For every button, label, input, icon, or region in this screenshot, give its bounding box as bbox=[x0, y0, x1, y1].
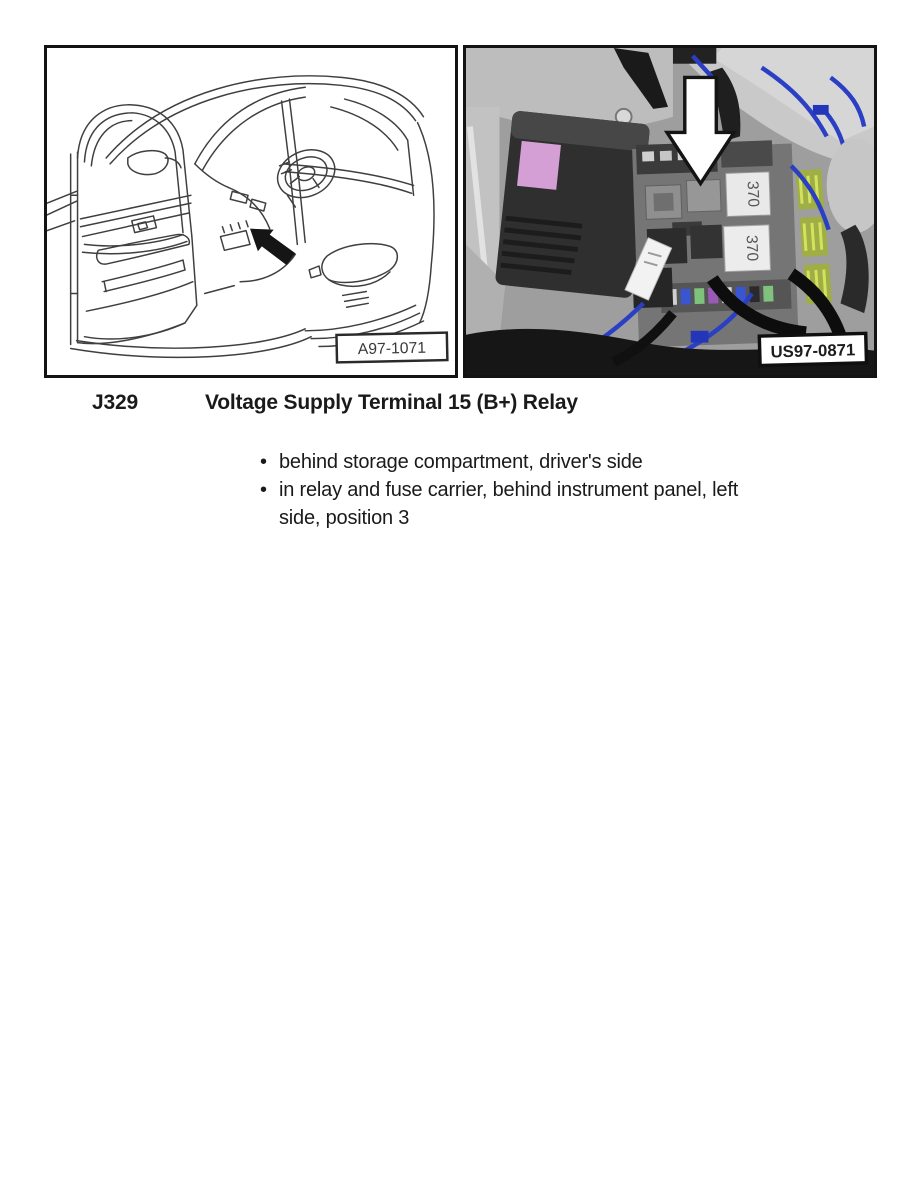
bullet-icon: • bbox=[260, 479, 267, 501]
relay-370-top bbox=[726, 172, 771, 217]
bullet-text-1: behind storage compartment, driver's side bbox=[279, 451, 643, 473]
relay-370-bottom-label: 370 bbox=[742, 234, 761, 262]
component-heading bbox=[0, 391, 918, 421]
figure-relay-carrier-photo bbox=[463, 45, 877, 378]
figure-label-right-text: US97-0871 bbox=[770, 340, 856, 362]
car-line-drawing bbox=[47, 48, 455, 375]
relay-box bbox=[220, 221, 250, 250]
component-name: Voltage Supply Terminal 15 (B+) Relay bbox=[205, 391, 578, 414]
figure-label-left-text: A97-1071 bbox=[357, 339, 427, 359]
figures-row bbox=[44, 45, 877, 378]
location-bullet-list bbox=[260, 448, 772, 532]
location-arrow-icon bbox=[250, 229, 295, 265]
side-mirror bbox=[128, 151, 181, 175]
figure-label-right bbox=[759, 333, 866, 365]
seat bbox=[309, 244, 397, 308]
relay-location-marker bbox=[220, 221, 295, 265]
relay-370-top-label: 370 bbox=[743, 180, 762, 208]
bullet-text-2: in relay and fuse carrier, behind instrument panel, left side, position 3 bbox=[279, 479, 739, 529]
component-code: J329 bbox=[92, 391, 138, 414]
relay-carrier-photo bbox=[466, 48, 874, 375]
list-item bbox=[260, 448, 772, 476]
figure-label-left bbox=[336, 333, 447, 363]
pink-label bbox=[517, 141, 561, 190]
relay-370-bottom bbox=[724, 225, 771, 272]
figure-car-location-drawing bbox=[44, 45, 458, 378]
list-item bbox=[260, 476, 772, 532]
bullet-icon: • bbox=[260, 451, 267, 473]
control-module bbox=[495, 110, 651, 298]
car-body bbox=[47, 76, 434, 358]
